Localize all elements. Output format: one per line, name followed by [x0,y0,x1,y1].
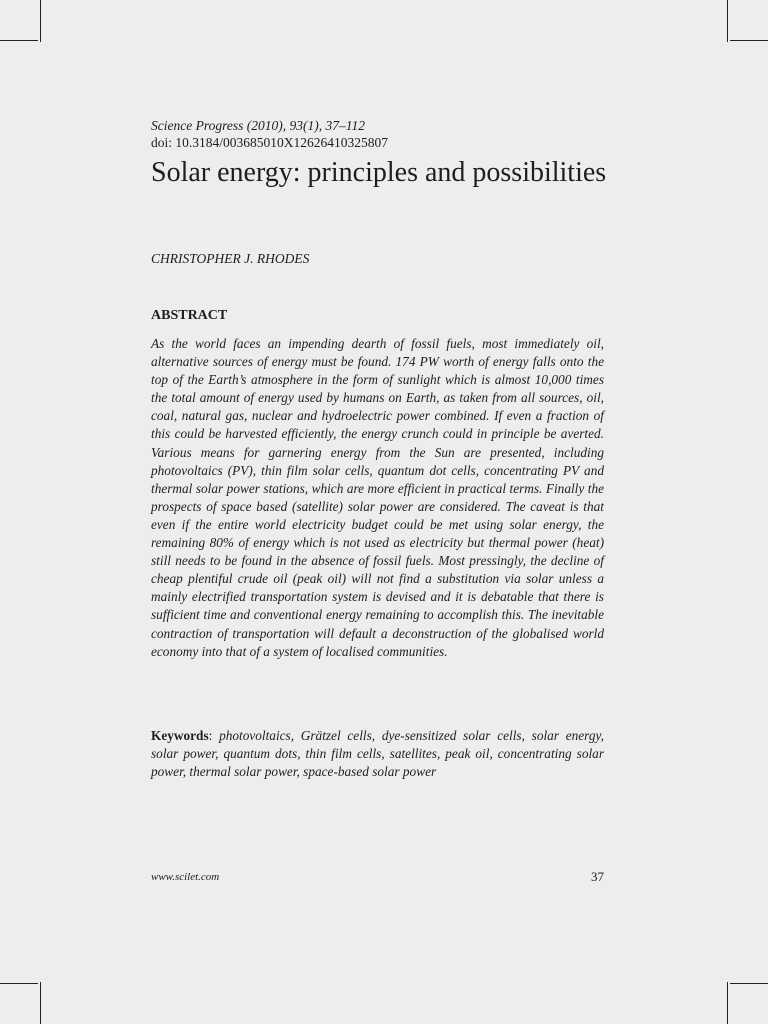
journal-citation: Science Progress (2010), 93(1), 37–112 [151,118,365,133]
abstract-heading: ABSTRACT [151,308,228,323]
author-name: CHRISTOPHER J. RHODES [151,251,310,266]
page-number: 37 [591,869,604,884]
keywords-paragraph [151,727,604,781]
keywords-separator: : [208,728,220,743]
crop-mark [0,40,38,41]
crop-mark [727,982,728,1024]
crop-mark [40,982,41,1024]
abstract-text: As the world faces an impending dearth of fossil fuels, most immediately oil, alternative sources of energy must be found. 174 PW worth of energy falls onto the top of the Earth’s atmosphere in the form of sunlight which is almost 10,000 times the total amount of energy used by humans on Earth, as taken from all sources, oil, coal, natural gas, nuclear and hydroelectric power combined. If even a fraction of this could be harvested efficiently, the energy crunch could in principle be averted. Various means for garnering energy from the Sun are presented, including photovoltaics (PV), thin film solar cells, quantum dot cells, concentrating PV and thermal solar power stations, which are more efficient in practical terms. Finally the prospects of space based (satellite) solar power are considered. The caveat is that even if the entire world electricity budget could be met using solar energy, the remaining 80% of energy which is not used as electricity but thermal power (heat) still needs to be found in the absence of fossil fuels. Most pressingly, the decline of cheap plentiful crude oil (peak oil) will not find a substitution via solar unless a mainly electrified transportation system is devised and it is debatable that there is sufficient time and conventional energy remaining to accomplish this. The inevitable contraction of transportation will default a deconstruction of the globalised world economy into that of a system of localised communities. [151,336,604,659]
article-title: Solar energy: principles and possibilities [151,157,607,188]
doi[interactable]: doi: 10.3184/003685010X12626410325807 [151,135,389,150]
keywords-list: photovoltaics, Grätzel cells, dye-sensitized solar cells, solar energy, solar power, quantum dots, thin film cells, satellites, peak oil, concentrating solar power, thermal solar power, space-based solar power [151,728,604,780]
crop-mark [40,0,41,42]
crop-mark [730,983,768,984]
crop-mark [0,983,38,984]
crop-mark [730,40,768,41]
footer-url[interactable]: www.scilet.com [151,871,220,883]
keywords-label: Keywords [151,728,209,743]
crop-mark [727,0,728,42]
